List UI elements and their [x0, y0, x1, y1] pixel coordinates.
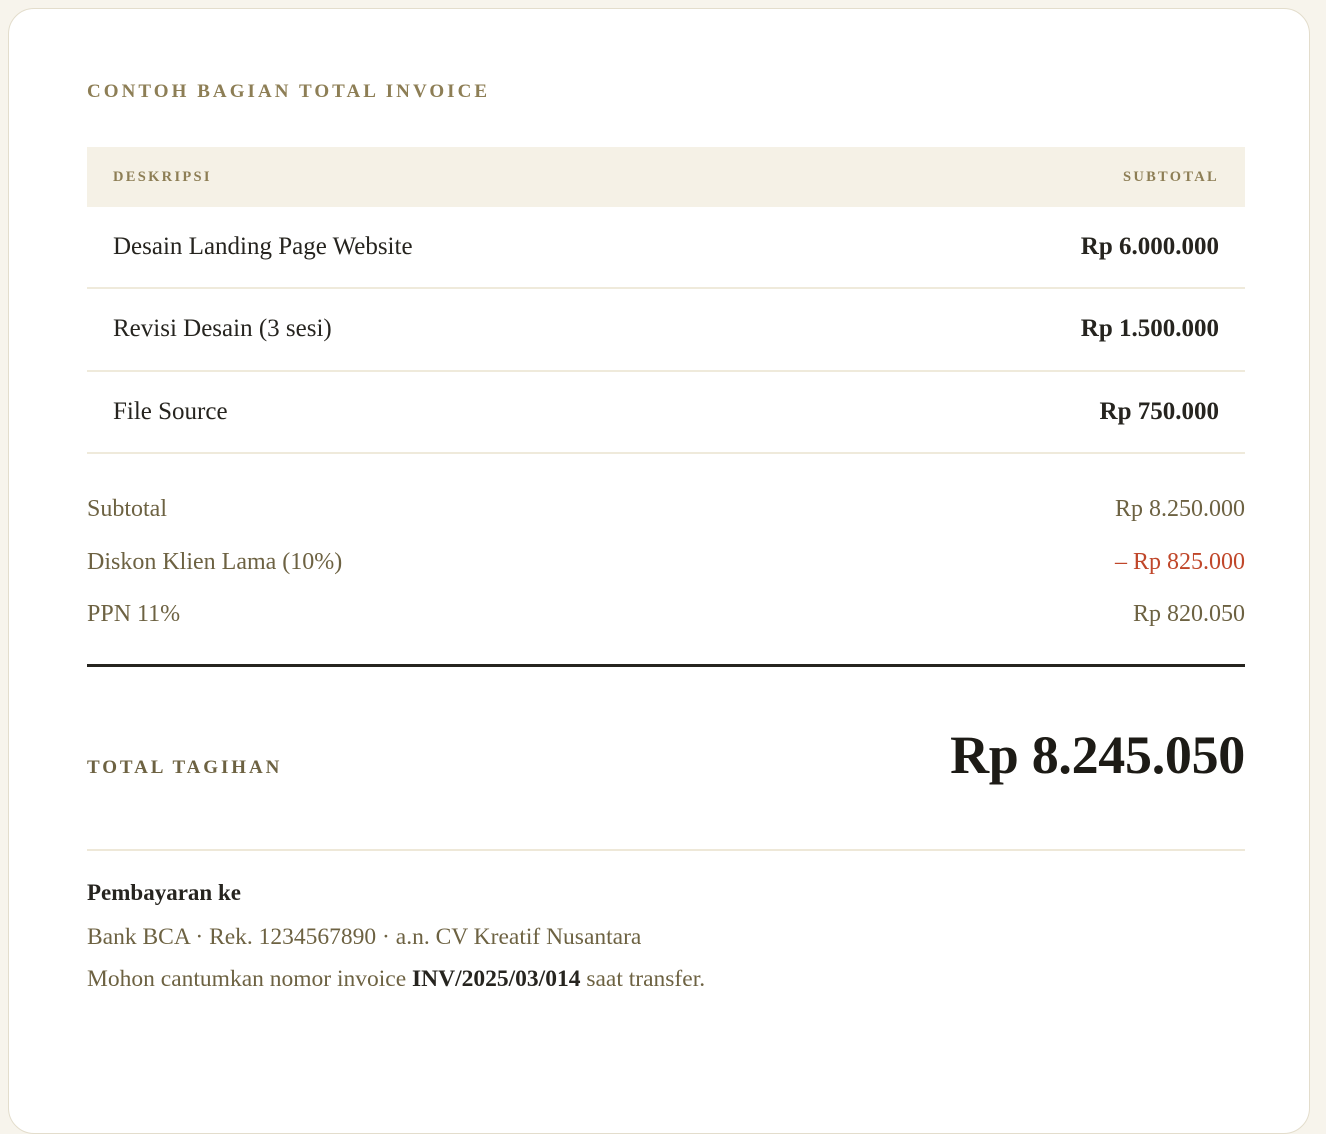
invoice-summary-table — [87, 483, 1245, 641]
summary-label: Subtotal — [87, 495, 168, 522]
summary-value: Rp 8.250.000 — [1114, 495, 1245, 522]
payment-note-line — [87, 964, 1245, 995]
payment-note-suffix: saat transfer. — [580, 966, 706, 993]
summary-row-discount — [87, 536, 1245, 589]
summary-label: Diskon Klien Lama (10%) — [87, 548, 343, 575]
section-eyebrow-title: CONTOH BAGIAN TOTAL INVOICE — [87, 81, 491, 102]
summary-value: Rp 820.050 — [1132, 601, 1245, 628]
summary-row-tax — [87, 588, 1245, 641]
item-amount: Rp 6.000.000 — [666, 207, 1245, 288]
payment-invoice-number: INV/2025/03/014 — [412, 966, 581, 993]
summary-value-discount: – Rp 825.000 — [1114, 548, 1245, 575]
table-row — [87, 288, 1245, 370]
total-row — [87, 667, 1245, 786]
item-description: Revisi Desain (3 sesi) — [87, 288, 666, 370]
item-description: Desain Landing Page Website — [87, 207, 666, 288]
items-table-header — [87, 147, 1245, 207]
table-row — [87, 207, 1245, 288]
summary-row-subtotal — [87, 483, 1245, 536]
item-amount: Rp 750.000 — [666, 371, 1245, 453]
items-header-row — [87, 147, 1245, 207]
total-amount: Rp 8.245.050 — [950, 725, 1245, 786]
payment-note-prefix: Mohon cantumkan nomor invoice — [87, 966, 413, 993]
payment-section — [87, 851, 1245, 995]
invoice-card-body — [9, 9, 1309, 995]
item-description: File Source — [87, 371, 666, 453]
column-header-description: DESKRIPSI — [87, 147, 666, 207]
invoice-items-table — [87, 147, 1245, 454]
summary-body — [87, 483, 1245, 641]
payment-title: Pembayaran ke — [87, 880, 241, 906]
payment-account-line: Bank BCA · Rek. 1234567890 · a.n. CV Kreatif Nusantara — [87, 923, 642, 950]
items-table-body — [87, 207, 1245, 453]
item-amount: Rp 1.500.000 — [666, 288, 1245, 370]
column-header-subtotal: SUBTOTAL — [666, 147, 1245, 207]
table-row — [87, 371, 1245, 453]
summary-label: PPN 11% — [87, 601, 181, 628]
invoice-card — [8, 8, 1310, 1134]
total-label: TOTAL TAGIHAN — [87, 757, 283, 779]
